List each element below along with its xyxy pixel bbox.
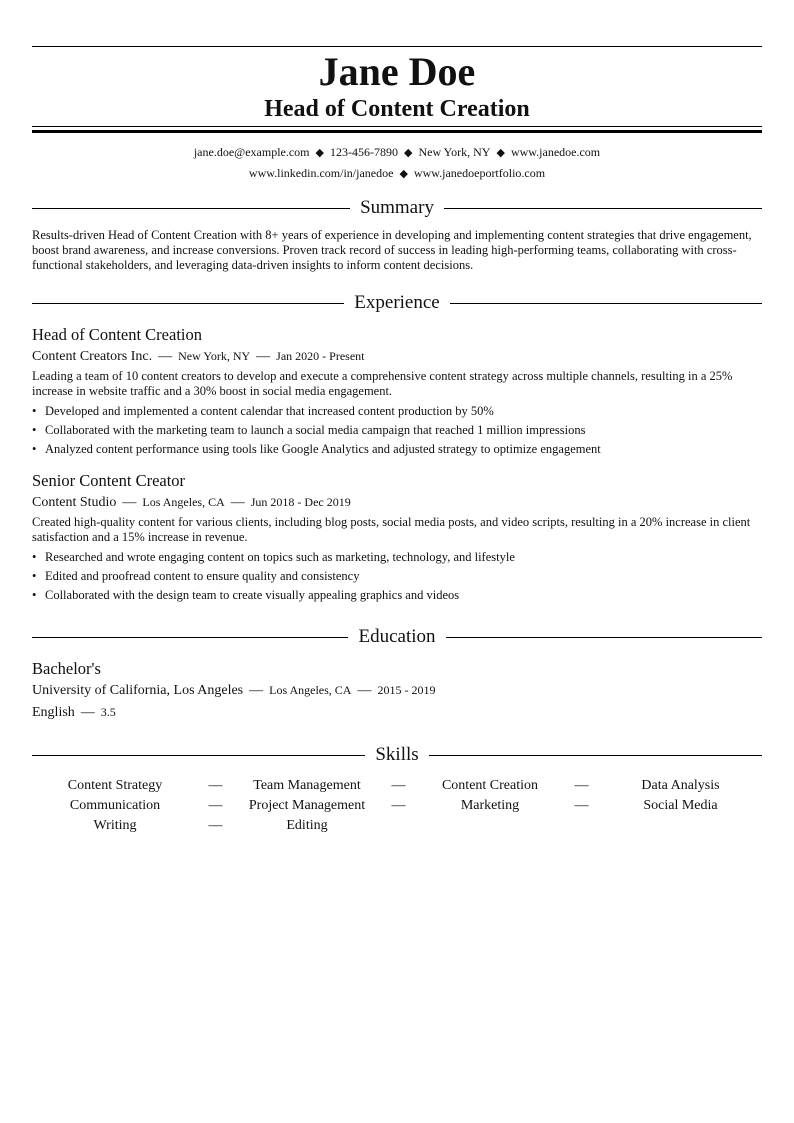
contact-website[interactable]: www.janedoe.com bbox=[510, 145, 601, 159]
contact-location: New York, NY bbox=[418, 145, 491, 159]
dash-separator: — bbox=[391, 778, 406, 793]
bullet-icon: • bbox=[32, 404, 37, 418]
job-bullets bbox=[32, 402, 762, 459]
skill-item: Editing bbox=[286, 818, 328, 833]
experience-heading: Experience bbox=[354, 292, 440, 313]
candidate-title: Head of Content Creation bbox=[264, 96, 530, 122]
list-item bbox=[32, 402, 762, 421]
skill-item: Data Analysis bbox=[641, 778, 720, 793]
summary-heading: Summary bbox=[360, 197, 434, 218]
education-degree: Bachelor's bbox=[32, 659, 101, 678]
top-rule bbox=[32, 46, 762, 47]
bullet-icon: • bbox=[32, 550, 37, 564]
divider bbox=[444, 208, 762, 209]
education-gpa: 3.5 bbox=[100, 705, 116, 719]
job-entry bbox=[32, 471, 762, 605]
job-bullets bbox=[32, 548, 762, 605]
bullet-icon: • bbox=[32, 588, 37, 602]
diamond-icon: ◆ bbox=[496, 147, 505, 159]
dash-separator: — bbox=[574, 778, 589, 793]
job-description: Created high-quality content for various clients, including blog posts, social media posts, and video scripts, resulting in a 20% increase in client satisfaction and a 15% increase in revenue. bbox=[32, 515, 751, 544]
skill-item: Communication bbox=[69, 798, 161, 813]
contact-linkedin[interactable]: www.linkedin.com/in/janedoe bbox=[248, 166, 394, 180]
header-rule-thick bbox=[32, 130, 762, 133]
list-item bbox=[32, 567, 762, 586]
divider bbox=[32, 637, 348, 638]
skills-grid bbox=[32, 776, 762, 836]
dash-separator: — bbox=[122, 495, 137, 510]
job-title: Head of Content Creation bbox=[32, 325, 202, 344]
skill-item: Writing bbox=[93, 818, 137, 833]
dash-separator: — bbox=[208, 818, 223, 833]
skills-header bbox=[32, 743, 762, 767]
bullet-text: Analyzed content performance using tools like Google Analytics and adjusted strategy to optimize engagement bbox=[45, 442, 601, 456]
diamond-icon: ◆ bbox=[399, 168, 408, 180]
skill-item: Project Management bbox=[248, 798, 366, 813]
skills-heading: Skills bbox=[375, 744, 419, 765]
resume-page bbox=[32, 0, 762, 836]
skill-item: Content Strategy bbox=[67, 778, 163, 793]
divider bbox=[450, 303, 762, 304]
summary-header bbox=[32, 196, 762, 220]
education-dates: 2015 - 2019 bbox=[377, 683, 436, 697]
divider bbox=[32, 208, 350, 209]
dash-separator: — bbox=[208, 778, 223, 793]
bullet-text: Researched and wrote engaging content on topics such as marketing, technology, and lifestyle bbox=[45, 550, 515, 564]
list-item bbox=[32, 440, 762, 459]
list-item bbox=[32, 586, 762, 605]
job-title: Senior Content Creator bbox=[32, 471, 186, 490]
divider bbox=[446, 637, 762, 638]
bullet-icon: • bbox=[32, 569, 37, 583]
experience-header bbox=[32, 291, 762, 315]
contact-phone: 123-456-7890 bbox=[329, 145, 398, 159]
education-meta bbox=[32, 680, 762, 701]
dash-separator: — bbox=[80, 705, 95, 720]
education-field: English bbox=[32, 705, 75, 720]
job-dates: Jun 2018 - Dec 2019 bbox=[250, 495, 351, 509]
diamond-icon: ◆ bbox=[403, 147, 413, 159]
bullet-icon: • bbox=[32, 423, 37, 437]
job-meta bbox=[32, 346, 762, 367]
list-item bbox=[32, 421, 762, 440]
contact-block bbox=[32, 142, 762, 184]
bullet-text: Collaborated with the design team to create visually appealing graphics and videos bbox=[45, 588, 460, 602]
summary-text: Results-driven Head of Content Creation with 8+ years of experience in developing and implementing content strategies that drive engagement, boost brand awareness, and increase conversions. Proven track record of success in leading high-performing teams, collaborating with cross-functional stakeholders, and leveraging data-driven insights to inform content decisions. bbox=[32, 228, 752, 272]
education-location: Los Angeles, CA bbox=[269, 683, 352, 697]
job-dates: Jan 2020 - Present bbox=[276, 349, 365, 363]
education-field-row bbox=[32, 702, 762, 723]
job-company: Content Studio bbox=[32, 495, 117, 510]
bullet-text: Developed and implemented a content calendar that increased content production by 50% bbox=[45, 404, 494, 418]
skill-item: Marketing bbox=[460, 798, 520, 813]
skill-item: Team Management bbox=[253, 778, 361, 793]
dash-separator: — bbox=[357, 683, 372, 698]
dash-separator: — bbox=[574, 798, 589, 813]
divider bbox=[429, 755, 762, 756]
dash-separator: — bbox=[391, 798, 406, 813]
bullet-icon: • bbox=[32, 442, 37, 456]
job-location: Los Angeles, CA bbox=[142, 495, 225, 509]
job-entry bbox=[32, 325, 762, 459]
dash-separator: — bbox=[208, 798, 223, 813]
job-company: Content Creators Inc. bbox=[32, 349, 153, 364]
contact-portfolio[interactable]: www.janedoeportfolio.com bbox=[413, 166, 546, 180]
education-entry bbox=[32, 659, 762, 723]
divider bbox=[32, 755, 365, 756]
dash-separator: — bbox=[158, 349, 173, 364]
contact-line-1 bbox=[32, 142, 762, 163]
skill-item: Social Media bbox=[643, 798, 718, 813]
bullet-text: Collaborated with the marketing team to launch a social media campaign that reached 1 million impressions bbox=[45, 423, 586, 437]
diamond-icon: ◆ bbox=[315, 147, 324, 159]
job-description: Leading a team of 10 content creators to develop and execute a comprehensive content strategy across multiple channels, resulting in a 25% increase in website traffic and a 30% boost in social media engagement. bbox=[32, 369, 733, 398]
education-header bbox=[32, 625, 762, 649]
divider bbox=[32, 303, 344, 304]
job-location: New York, NY bbox=[178, 349, 251, 363]
dash-separator: — bbox=[256, 349, 271, 364]
header-rule-thin bbox=[32, 126, 762, 127]
job-meta bbox=[32, 492, 762, 513]
bullet-text: Edited and proofread content to ensure quality and consistency bbox=[45, 569, 360, 583]
contact-line-2 bbox=[32, 163, 762, 184]
dash-separator: — bbox=[230, 495, 245, 510]
contact-email[interactable]: jane.doe@example.com bbox=[193, 145, 310, 159]
candidate-name: Jane Doe bbox=[318, 49, 476, 94]
education-school: University of California, Los Angeles bbox=[32, 683, 244, 698]
education-heading: Education bbox=[358, 626, 436, 647]
skill-item: Content Creation bbox=[441, 778, 539, 793]
dash-separator: — bbox=[249, 683, 264, 698]
list-item bbox=[32, 548, 762, 567]
